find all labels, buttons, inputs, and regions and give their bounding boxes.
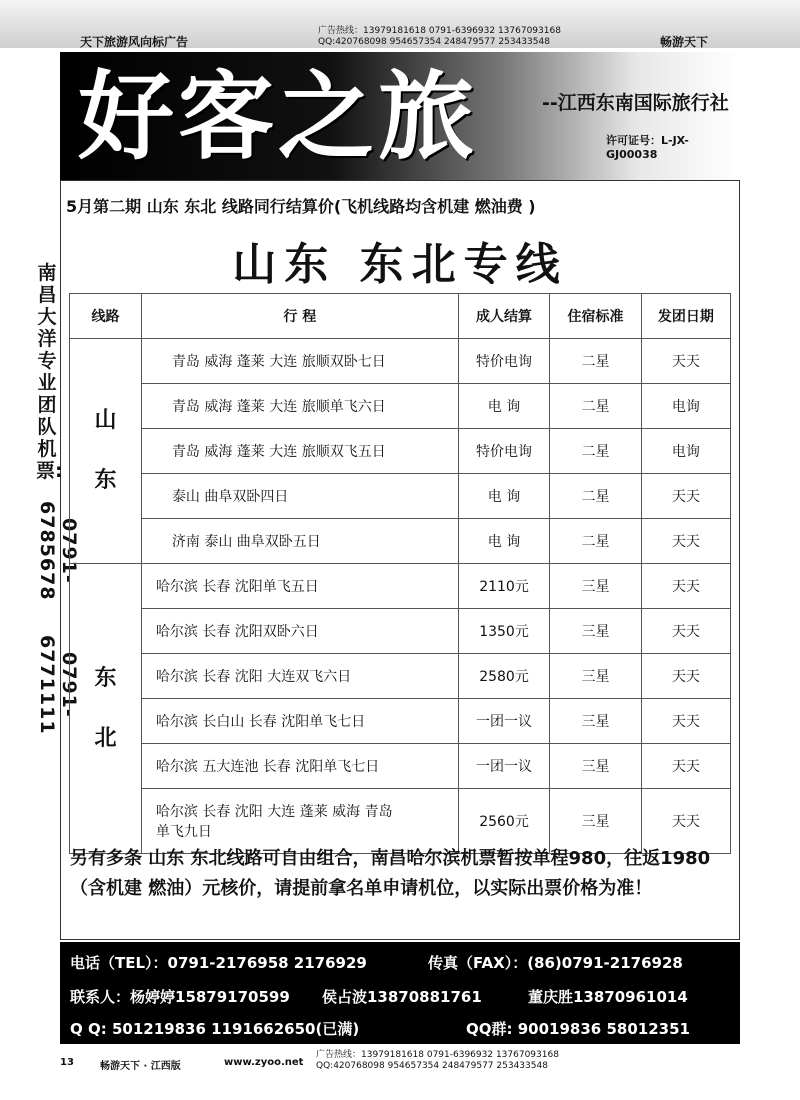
table-row: [70, 564, 731, 609]
contact-line-1: [70, 952, 683, 973]
hotel-cell: 二星: [550, 339, 641, 384]
date-cell: 天天: [641, 519, 730, 564]
qq-group: QQ群: 90019836 58012351: [466, 1020, 690, 1038]
contact-person-1: 联系人：杨婷婷15879170599: [70, 988, 290, 1006]
date-cell: 天天: [641, 609, 730, 654]
page-number: 13: [60, 1057, 74, 1068]
agency-name: --江西东南国际旅行社: [542, 92, 729, 114]
itinerary-cell: 青岛 威海 蓬莱 大连 旅顺单飞六日: [141, 384, 458, 429]
top-right-text: 畅游天下: [660, 35, 709, 49]
side-ticket-ad: [36, 262, 80, 750]
date-cell: 电询: [641, 429, 730, 474]
hotel-cell: 三星: [550, 789, 641, 854]
itinerary-cell: 哈尔滨 长春 沈阳单飞五日: [141, 564, 458, 609]
publication-name: 畅游天下 · 江西版: [100, 1061, 181, 1072]
price-cell: 电 询: [458, 519, 550, 564]
region-dongbei: [70, 564, 142, 854]
header-date: 发团日期: [641, 294, 730, 339]
date-cell: 天天: [641, 744, 730, 789]
date-cell: 天天: [641, 699, 730, 744]
itinerary-cell: 哈尔滨 长白山 长春 沈阳单飞七日: [141, 699, 458, 744]
top-hotline-1: 广告热线：13979181618 0791-6396932 13767093168: [318, 26, 561, 36]
date-cell: 天天: [641, 654, 730, 699]
table-row: [70, 654, 731, 699]
table-row: [70, 384, 731, 429]
hotel-cell: 二星: [550, 384, 641, 429]
date-cell: 电询: [641, 384, 730, 429]
contact-line-3: [70, 1018, 690, 1039]
routes-table: [69, 293, 731, 854]
qq-numbers: Q Q: 501219836 1191662650(已满): [70, 1020, 360, 1038]
side-phone-1: 0791-6785678: [36, 501, 80, 601]
date-cell: 天天: [641, 339, 730, 384]
top-left-text: 天下旅游风向标广告: [80, 35, 189, 49]
footer-hotline: [316, 1050, 559, 1072]
top-strip: [0, 0, 800, 48]
table-row: [70, 474, 731, 519]
side-title: 南昌大洋专业团队机票:: [36, 262, 63, 482]
hotel-cell: 三星: [550, 654, 641, 699]
table-row: [70, 339, 731, 384]
website-url: www.zyoo.net: [224, 1057, 304, 1068]
hotel-cell: 三星: [550, 564, 641, 609]
logo-text: 好客之旅: [78, 60, 478, 173]
price-cell: 特价电询: [458, 339, 550, 384]
itinerary-cell: 青岛 威海 蓬莱 大连 旅顺双卧七日: [141, 339, 458, 384]
region-shandong: [70, 339, 142, 564]
contact-line-2: [70, 986, 688, 1007]
header-hotel: 住宿标准: [550, 294, 641, 339]
price-cell: 2560元: [458, 789, 550, 854]
itinerary-cell: 济南 泰山 曲阜双卧五日: [141, 519, 458, 564]
contact-person-2: 侯占波13870881761: [322, 988, 482, 1006]
hotel-cell: 三星: [550, 699, 641, 744]
itinerary-cell: 哈尔滨 长春 沈阳 大连双飞六日: [141, 654, 458, 699]
header-price: 成人结算: [458, 294, 550, 339]
side-phone-2: 0791-6771111: [36, 635, 80, 735]
hotel-cell: 二星: [550, 474, 641, 519]
date-cell: 天天: [641, 564, 730, 609]
header-itinerary: 行 程: [141, 294, 458, 339]
license-number: 许可证号：L-JX-GJ00038: [606, 134, 689, 161]
itinerary-cell: 泰山 曲阜双卧四日: [141, 474, 458, 519]
fax: 传真（FAX）：(86)0791-2176928: [428, 954, 683, 972]
table-row: [70, 744, 731, 789]
top-hotline: [318, 26, 561, 48]
table-row: [70, 429, 731, 474]
itinerary-line-1: 哈尔滨 长春 沈阳 大连 蓬莱 威海 青岛: [155, 804, 393, 820]
price-cell: 2110元: [458, 564, 550, 609]
table-row: [70, 699, 731, 744]
header-banner: [60, 52, 740, 180]
top-hotline-2: QQ:420768098 954657354 248479577 253433548: [318, 37, 550, 47]
date-cell: 天天: [641, 789, 730, 854]
tel: 电话（TEL）：0791-2176958 2176929: [70, 954, 367, 972]
table-row: [70, 519, 731, 564]
hotel-cell: 二星: [550, 519, 641, 564]
header-route: 线路: [70, 294, 142, 339]
issue-subtitle: 5月第二期 山东 东北 线路同行结算价(飞机线路均含机建 燃油费 ): [66, 197, 536, 216]
footer: [60, 1050, 740, 1080]
price-cell: 一团一议: [458, 699, 550, 744]
price-cell: 一团一议: [458, 744, 550, 789]
itinerary-cell: 哈尔滨 五大连池 长春 沈阳单飞七日: [141, 744, 458, 789]
region-dongbei-char-2: 北: [94, 725, 117, 751]
contact-block: [60, 942, 740, 1044]
table-row: [70, 609, 731, 654]
notes-text: 另有多条 山东 东北线路可自由组合，南昌哈尔滨机票暂按单程980，往返1980（含机建 燃油）元核价，请提前拿名单申请机位，以实际出票价格为准！: [70, 848, 711, 899]
region-dongbei-char-1: 东: [94, 665, 117, 691]
price-cell: 1350元: [458, 609, 550, 654]
hotel-cell: 三星: [550, 744, 641, 789]
footer-hotline-1: 广告热线：13979181618 0791-6396932 13767093168: [316, 1050, 559, 1060]
footer-hotline-2: QQ:420768098 954657354 248479577 253433548: [316, 1061, 548, 1071]
price-cell: 电 询: [458, 384, 550, 429]
price-cell: 2580元: [458, 654, 550, 699]
itinerary-line-2: 单飞九日: [155, 824, 212, 840]
itinerary-cell: 哈尔滨 长春 沈阳双卧六日: [141, 609, 458, 654]
region-shandong-char-1: 山: [94, 408, 117, 433]
price-cell: 电 询: [458, 474, 550, 519]
contact-person-3: 董庆胜13870961014: [528, 988, 688, 1006]
price-cell: 特价电询: [458, 429, 550, 474]
page-title: 山东 东北专线: [232, 239, 568, 290]
table-header-row: [70, 294, 731, 339]
region-shandong-char-2: 东: [94, 468, 117, 493]
hotel-cell: 二星: [550, 429, 641, 474]
date-cell: 天天: [641, 474, 730, 519]
hotel-cell: 三星: [550, 609, 641, 654]
itinerary-cell: 青岛 威海 蓬莱 大连 旅顺双飞五日: [141, 429, 458, 474]
